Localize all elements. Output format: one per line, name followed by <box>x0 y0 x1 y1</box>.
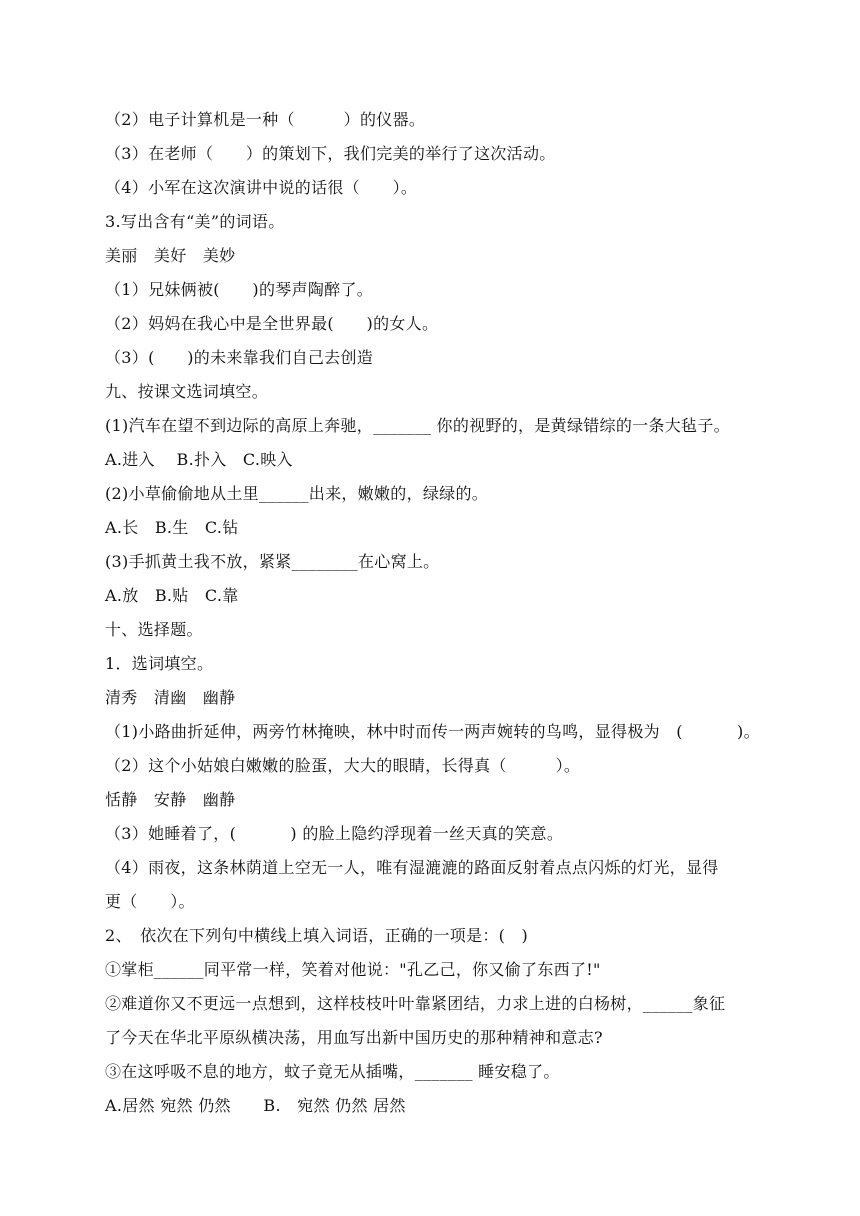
question-text: 更（ ）。 <box>105 892 195 911</box>
question-text: (3)手抓黄土我不放，紧紧________在心窝上。 <box>105 552 440 571</box>
text-line: （1）兄妹俩被( )的琴声陶醉了。 <box>105 280 374 299</box>
question-text: (1)汽车在望不到边际的高原上奔驰，_______ 你的视野的，是黄绿错综的一条大毡子。 <box>105 416 730 435</box>
question-text: 了今天在华北平原纵横决荡，用血写出新中国历史的那种精神和意志? <box>105 1028 603 1047</box>
question-text: （4）雨夜，这条林荫道上空无一人，唯有湿漉漉的路面反射着点点闪烁的灯光，显得 <box>105 858 719 877</box>
sub-heading: 2、 依次在下列句中横线上填入词语，正确的一项是：( ) <box>105 926 529 945</box>
sub-heading: 1．选词填空。 <box>105 654 214 673</box>
word-options: 美丽 美好 美妙 <box>105 246 236 265</box>
answer-options: A.放 B.贴 C.靠 <box>105 586 239 605</box>
word-options: 清秀 清幽 幽静 <box>105 688 236 707</box>
text-line: （3）在老师（ ）的策划下，我们完美的举行了这次活动。 <box>105 144 556 163</box>
question-text: ①掌柜______同平常一样，笑着对他说："孔乙己，你又偷了东西了!" <box>105 960 601 979</box>
text-line: （4）小军在这次演讲中说的话很（ ）。 <box>105 178 418 197</box>
answer-options: A.进入 B.扑入 C.映入 <box>105 450 293 469</box>
answer-options: A.长 B.生 C.钻 <box>105 518 239 537</box>
question-text: （1)小路曲折延伸，两旁竹林掩映，林中时而传一两声婉转的鸟鸣，显得极为 ( )。 <box>105 722 760 741</box>
section-heading: 3.写出含有“美”的词语。 <box>105 212 285 231</box>
text-line: （3）( )的未来靠我们自己去创造 <box>105 348 374 367</box>
answer-options: A.居然 宛然 仍然 B. 宛然 仍然 居然 <box>105 1096 406 1115</box>
text-line: （2）电子计算机是一种（ ）的仪器。 <box>105 110 426 129</box>
text-line: （2）妈妈在我心中是全世界最( )的女人。 <box>105 314 439 333</box>
question-text: ②难道你又不更远一点想到，这样枝枝叶叶靠紧团结，力求上进的白杨树，______象征 <box>105 994 726 1013</box>
question-text: (2)小草偷偷地从土里______出来，嫩嫩的，绿绿的。 <box>105 484 489 503</box>
question-text: （2）这个小姑娘白嫩嫩的脸蛋，大大的眼睛，长得真（ ）。 <box>105 756 581 775</box>
question-text: ③在这呼吸不息的地方，蚊子竟无从插嘴，_______ 睡安稳了。 <box>105 1062 560 1081</box>
word-options: 恬静 安静 幽静 <box>105 790 236 809</box>
section-heading: 九、按课文选词填空。 <box>105 382 269 401</box>
section-heading: 十、选择题。 <box>105 620 203 639</box>
question-text: （3）她睡着了，( ) 的脸上隐约浮现着一丝天真的笑意。 <box>105 824 564 843</box>
